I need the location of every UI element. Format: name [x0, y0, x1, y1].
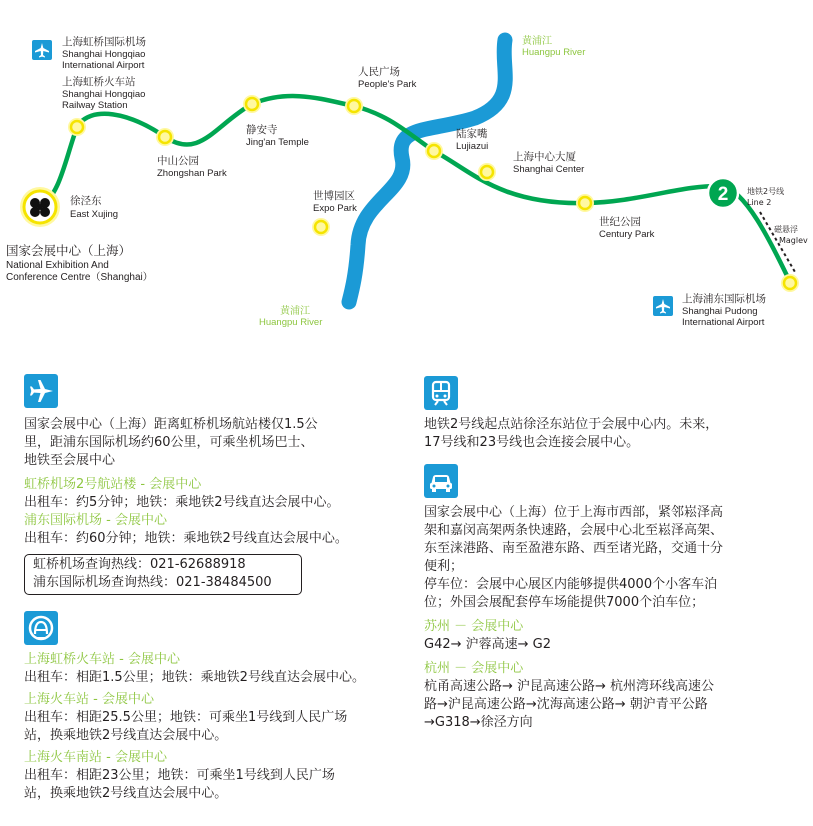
hongqiao-railway-zh: 上海虹桥火车站: [62, 76, 136, 88]
hotline-hongqiao: 虹桥机场查询热线：021-62688918: [33, 557, 246, 572]
station-marker-century: [576, 194, 594, 212]
hongqiao-railway-en2: Railway Station: [62, 100, 128, 111]
airplane-icon: [32, 40, 52, 60]
maglev-label-zh: 磁悬浮: [774, 225, 798, 234]
expo-zh: 世博园区: [313, 190, 355, 202]
rail-route-text: 站，换乘地铁2号线直达会展中心。: [24, 728, 228, 743]
pudong-airport-en2: International Airport: [682, 317, 765, 328]
pudong-airport-zh: 上海浦东国际机场: [682, 293, 766, 305]
car-route-text: →G318→徐泾方向: [424, 715, 533, 730]
hongqiao-railway-en1: Shanghai Hongqiao: [62, 89, 146, 100]
station-marker-pudong-airport: [781, 274, 799, 292]
jingan-en: Jing'an Temple: [246, 137, 309, 148]
rail-route-text: 出租车：相距23公里；地铁：可乘坐1号线到人民广场: [24, 768, 335, 783]
river-top-en: Huangpu River: [522, 47, 586, 58]
rail-route-text: 出租车：相距1.5公里；地铁：乘地铁2号线直达会展中心。: [24, 670, 365, 685]
line-2-badge: [708, 178, 738, 208]
metro-text: 地铁2号线起点站徐泾东站位于会展中心内。未来，: [424, 417, 719, 432]
station-marker-peoples: [345, 97, 363, 115]
river-bottom-en: Huangpu River: [259, 317, 323, 328]
air-route-title: 虹桥机场2号航站楼 - 会展中心: [24, 477, 202, 492]
station-marker-zhongshan: [156, 128, 174, 146]
river-bottom-zh: 黄浦江: [280, 306, 310, 317]
venue-clover-icon: [20, 187, 60, 227]
venue-en1: National Exhibition And: [6, 260, 109, 271]
jingan-zh: 静安寺: [246, 124, 278, 136]
car-route-title: 苏州 － 会展中心: [424, 619, 524, 634]
shanghai-center-en: Shanghai Center: [513, 164, 585, 175]
rail-route-title: 上海火车站 - 会展中心: [24, 692, 154, 707]
right-column: [424, 376, 804, 732]
car-route-text: 路→沪昆高速公路→沈海高速公路→ 朝沪青平公路: [424, 697, 708, 712]
zhongshan-en: Zhongshan Park: [157, 168, 227, 179]
car-route-text: G42→ 沪蓉高速→ G2: [424, 637, 552, 652]
air-route-text: 出租车：约5分钟；地铁：乘地铁2号线直达会展中心。: [24, 495, 340, 510]
airplane-icon: [653, 296, 673, 316]
river-top-zh: 黄浦江: [522, 36, 552, 47]
station-marker-hongqiao-railway: [68, 118, 86, 136]
station-marker-shanghai-center: [478, 163, 496, 181]
maglev-label-en: Maglev: [779, 236, 808, 245]
rail-route-title: 上海虹桥火车站 - 会展中心: [24, 652, 180, 667]
station-marker-lujiazui: [425, 142, 443, 160]
lujiazui-en: Lujiazui: [456, 141, 489, 152]
line-label-zh: 地铁2号线: [747, 187, 785, 196]
air-route-text: 出租车：约60分钟；地铁：乘地铁2号线直达会展中心。: [24, 531, 348, 546]
station-marker-jingan: [243, 95, 261, 113]
car-route-title: 杭州 － 会展中心: [424, 661, 524, 676]
airplane-icon: [24, 374, 58, 408]
rail-route-title: 上海火车南站 - 会展中心: [24, 750, 167, 765]
peoples-en: People's Park: [358, 79, 417, 90]
car-icon: [424, 464, 458, 498]
station-marker-expo: [312, 218, 330, 236]
hotline-box: [24, 554, 302, 595]
air-intro: 国家会展中心（上海）距离虹桥机场航站楼仅1.5公 里，距浦东国际机场约60公里，可乘坐机场巴士、 地铁至会展中心: [24, 417, 318, 468]
left-column: [24, 374, 404, 803]
zhongshan-zh: 中山公园: [157, 155, 199, 167]
hongqiao-airport-en2: International Airport: [62, 60, 145, 71]
car-route-text: 杭甬高速公路→ 沪昆高速公路→ 杭州湾环线高速公: [424, 679, 715, 694]
metro-icon: [424, 376, 458, 410]
car-text: 国家会展中心（上海）位于上海市西部，紧邻崧泽高 架和嘉闵高架两条快速路，会展中心北至崧泽高架、 东至涞港路、南至盈港东路、西至诸光路，交通十分 便利； 停车位：会展中心展区内能够提供4000个小客车泊 位；外国会展配套停车场能提供7000个泊车位；: [424, 505, 724, 610]
xujing-zh: 徐泾东: [70, 195, 102, 207]
railway-icon: [24, 611, 58, 645]
svg-text:2: 2: [717, 184, 729, 205]
pudong-airport-en1: Shanghai Pudong: [682, 306, 758, 317]
expo-en: Expo Park: [313, 203, 357, 214]
lujiazui-zh: 陆家嘴: [456, 128, 488, 140]
hongqiao-airport-en1: Shanghai Hongqiao: [62, 49, 146, 60]
venue-en2: Conference Centre（Shanghai）: [6, 272, 153, 283]
hotline-pudong: 浦东国际机场查询热线：021-38484500: [33, 575, 272, 590]
metro-map: [0, 0, 813, 340]
metro-text: 17号线和23号线也会连接会展中心。: [424, 435, 640, 450]
rail-route-text: 站，换乘地铁2号线直达会展中心。: [24, 786, 228, 801]
line-label-en: Line 2: [747, 198, 772, 207]
rail-route-text: 出租车：相距25.5公里；地铁：可乘坐1号线到人民广场: [24, 710, 348, 725]
century-zh: 世纪公园: [599, 216, 641, 228]
venue-zh: 国家会展中心（上海）: [6, 243, 132, 258]
peoples-zh: 人民广场: [358, 66, 400, 78]
shanghai-center-zh: 上海中心大厦: [513, 151, 576, 163]
hongqiao-airport-zh: 上海虹桥国际机场: [62, 36, 146, 48]
metro-line-2: [40, 96, 790, 282]
xujing-en: East Xujing: [70, 209, 119, 220]
century-en: Century Park: [599, 229, 655, 240]
air-route-title: 浦东国际机场 - 会展中心: [24, 513, 167, 528]
